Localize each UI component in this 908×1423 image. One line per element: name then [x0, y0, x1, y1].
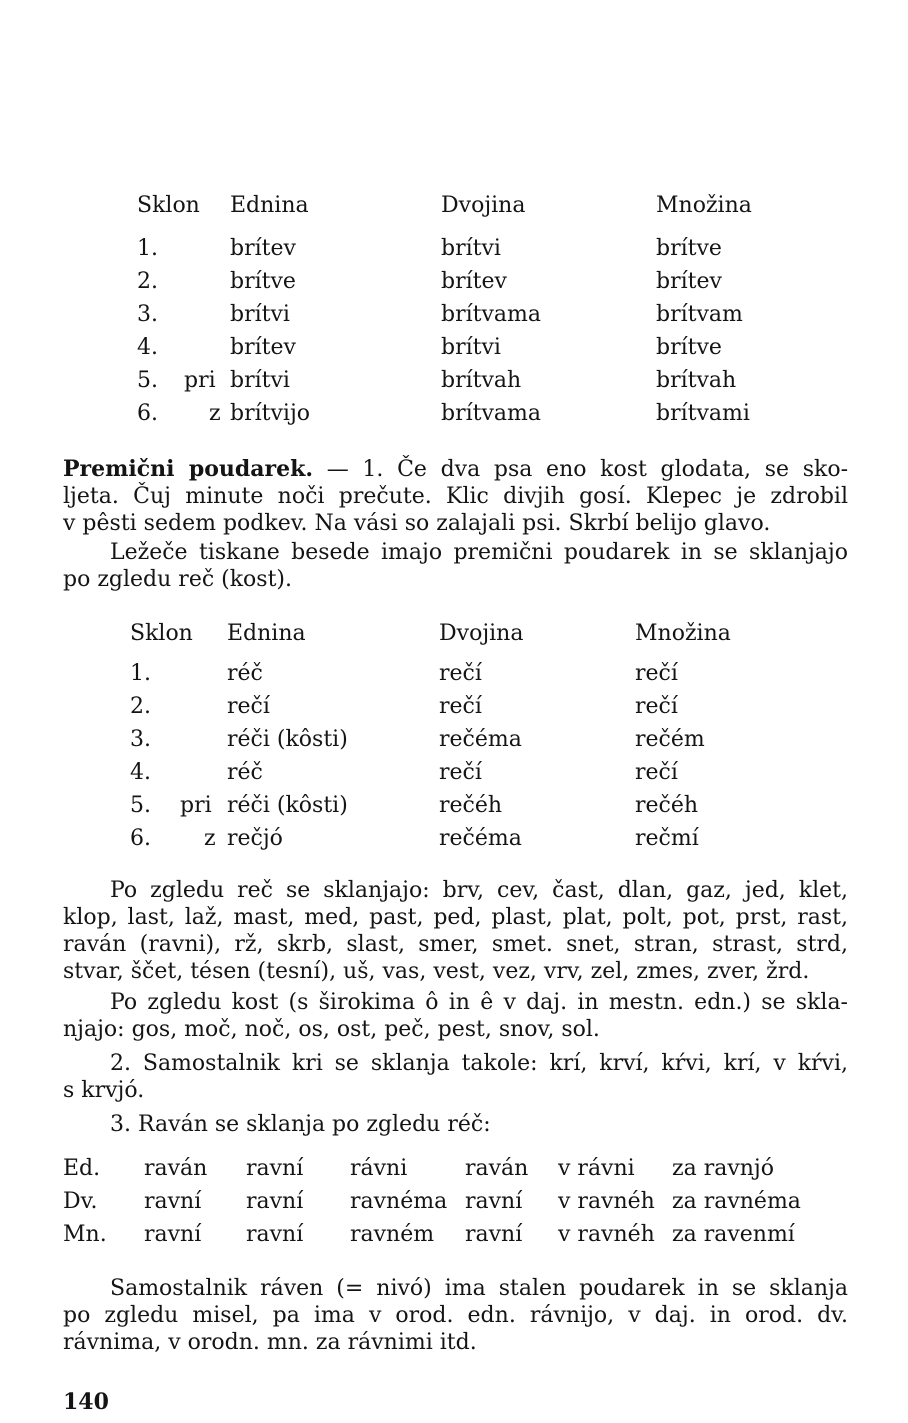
text-line: njajo: gos, moč, noč, os, ost, peč, pest, snov, sol. — [63, 1017, 600, 1042]
dvojina-form: brítvi — [441, 236, 501, 261]
case-form: raván — [144, 1156, 208, 1181]
dvojina-form: brítvama — [441, 401, 541, 426]
text-line: Ležeče tiskane besede imajo premični poudarek in se sklanjajo — [110, 540, 848, 565]
text-line: 2. Samostalnik kri se sklanja takole: krí, krví, kŕvi, krí, v kŕvi, — [110, 1051, 848, 1076]
number-label: Mn. — [63, 1222, 107, 1247]
table-row — [130, 696, 810, 729]
case-number: 6. — [137, 401, 158, 426]
section-heading: Premični poudarek. — [63, 456, 314, 482]
preposition: pri — [180, 793, 212, 818]
case-number: 4. — [130, 760, 151, 785]
mnozina-form: brítve — [656, 335, 722, 360]
header-dvojina: Dvojina — [441, 193, 526, 218]
text-line: 3. Raván se sklanja po zgledu réč: — [110, 1112, 491, 1137]
case-form: ravní — [246, 1222, 304, 1247]
table-row — [137, 271, 817, 304]
case-number: 5. — [130, 793, 151, 818]
table-row — [130, 795, 810, 828]
ednina-form: brítvi — [230, 368, 290, 393]
case-form: raván — [465, 1156, 529, 1181]
table-row — [130, 762, 810, 795]
case-number: 3. — [137, 302, 158, 327]
preposition: z — [204, 826, 216, 851]
dvojina-form: brítvama — [441, 302, 541, 327]
text-line: rávnima, v orodn. mn. za rávnimi itd. — [63, 1330, 477, 1355]
case-number: 2. — [130, 694, 151, 719]
case-number: 3. — [130, 727, 151, 752]
paragraph-po-zgledu-kost — [63, 989, 848, 1043]
paragraph-ravan — [63, 1111, 848, 1138]
text-line: ljeta. Čuj minute noči prečute. Klic divjih gosí. Klepec je zdrobil — [63, 484, 848, 509]
mnozina-form: brítvah — [656, 368, 737, 393]
table-row — [137, 403, 817, 436]
ednina-form: réč — [227, 661, 263, 686]
table-row — [63, 1158, 853, 1191]
text-line: v pêsti sedem podkev. Na vási so zalajali psi. Skrbí belijo glavo. — [63, 511, 771, 536]
mnozina-form: rečí — [635, 694, 678, 719]
header-dvojina: Dvojina — [439, 621, 524, 646]
ednina-form: rečí — [227, 694, 270, 719]
header-mnozina: Množina — [635, 621, 731, 646]
paragraph-samostalnik-kri — [63, 1050, 848, 1104]
case-number: 4. — [137, 335, 158, 360]
header-ednina: Ednina — [230, 193, 309, 218]
table-header-row — [130, 623, 810, 663]
preposition: pri — [184, 368, 216, 393]
dvojina-form: rečéma — [439, 727, 522, 752]
case-form: za ravenmí — [672, 1222, 795, 1247]
declension-table-ravan — [63, 1158, 853, 1257]
case-number: 6. — [130, 826, 151, 851]
case-form: ravní — [465, 1189, 523, 1214]
declension-table-rec — [130, 623, 810, 861]
preposition: z — [209, 401, 221, 426]
page-number: 140 — [63, 1389, 109, 1415]
paragraph-samostalnik-raven — [63, 1275, 848, 1356]
mnozina-form: rečmí — [635, 826, 699, 851]
case-form: ravnéma — [350, 1189, 448, 1214]
text-line: Samostalnik ráven (= nivó) ima stalen poudarek in se sklanja — [110, 1276, 848, 1301]
ednina-form: réč — [227, 760, 263, 785]
header-sklon: Sklon — [130, 621, 193, 646]
text-line: Po zgledu kost (s širokima ô in ê v daj. in mestn. edn.) se skla- — [110, 990, 848, 1015]
table-row — [137, 370, 817, 403]
text-line: s krvjó. — [63, 1078, 145, 1103]
mnozina-form: rečí — [635, 661, 678, 686]
mnozina-form: brítvami — [656, 401, 750, 426]
case-form: rávni — [350, 1156, 408, 1181]
dvojina-form: brítvi — [441, 335, 501, 360]
table-row — [130, 663, 810, 696]
mnozina-form: rečém — [635, 727, 705, 752]
number-label: Dv. — [63, 1189, 98, 1214]
table-header-row — [137, 195, 817, 238]
case-form: za ravnéma — [672, 1189, 801, 1214]
mnozina-form: brítvam — [656, 302, 743, 327]
mnozina-form: rečéh — [635, 793, 699, 818]
header-sklon: Sklon — [137, 193, 200, 218]
text-line: Po zgledu reč se sklanjajo: brv, cev, čast, dlan, gaz, jed, klet, — [110, 878, 848, 903]
case-form: v ravnéh — [558, 1222, 655, 1247]
text-fragment: — 1. Če dva psa eno kost glodata, se sko- — [326, 457, 849, 482]
table-row — [137, 238, 817, 271]
number-label: Ed. — [63, 1156, 101, 1181]
dvojina-form: rečí — [439, 760, 482, 785]
text-line: klop, last, laž, mast, med, past, ped, plast, plat, polt, pot, prst, rast, — [63, 905, 848, 930]
dvojina-form: rečéma — [439, 826, 522, 851]
dvojina-form: brítvah — [441, 368, 522, 393]
case-form: v ravnéh — [558, 1189, 655, 1214]
declension-table-britev — [137, 195, 817, 436]
mnozina-form: rečí — [635, 760, 678, 785]
case-form: v rávni — [558, 1156, 635, 1181]
case-number: 5. — [137, 368, 158, 393]
case-form: ravní — [144, 1222, 202, 1247]
case-number: 1. — [137, 236, 158, 261]
case-number: 1. — [130, 661, 151, 686]
ednina-form: brítvi — [230, 302, 290, 327]
table-row — [63, 1224, 853, 1257]
case-form: ravní — [465, 1222, 523, 1247]
text-line: raván (ravni), rž, skrb, slast, smer, smet. snet, stran, strast, strd, — [63, 932, 848, 957]
case-form: ravném — [350, 1222, 435, 1247]
text-line — [63, 456, 848, 483]
ednina-form: rečjó — [227, 826, 283, 851]
case-form: za ravnjó — [672, 1156, 774, 1181]
ednina-form: brítev — [230, 335, 296, 360]
text-line: po zgledu reč (kost). — [63, 567, 293, 592]
paragraph-premicni-poudarek — [63, 456, 848, 537]
dvojina-form: rečí — [439, 661, 482, 686]
dvojina-form: rečéh — [439, 793, 503, 818]
header-mnozina: Množina — [656, 193, 752, 218]
header-ednina: Ednina — [227, 621, 306, 646]
text-line: po zgledu misel, pa ima v orod. edn. rávnijo, v daj. in orod. dv. — [63, 1303, 848, 1328]
dvojina-form: brítev — [441, 269, 507, 294]
case-form: ravní — [144, 1189, 202, 1214]
paragraph-po-zgledu-rec — [63, 877, 848, 985]
ednina-form: réči (kôsti) — [227, 793, 348, 818]
ednina-form: réči (kôsti) — [227, 727, 348, 752]
table-row — [63, 1191, 853, 1224]
table-row — [137, 337, 817, 370]
text-line: stvar, ščet, tésen (tesní), uš, vas, vest, vez, vrv, zel, zmes, zver, žrd. — [63, 959, 810, 984]
mnozina-form: brítev — [656, 269, 722, 294]
table-row — [130, 729, 810, 762]
case-form: ravní — [246, 1189, 304, 1214]
ednina-form: brítve — [230, 269, 296, 294]
mnozina-form: brítve — [656, 236, 722, 261]
table-row — [137, 304, 817, 337]
case-form: ravní — [246, 1156, 304, 1181]
table-row — [130, 828, 810, 861]
ednina-form: brítvijo — [230, 401, 311, 426]
dvojina-form: rečí — [439, 694, 482, 719]
case-number: 2. — [137, 269, 158, 294]
ednina-form: brítev — [230, 236, 296, 261]
paragraph-lezece-besede — [63, 539, 848, 593]
